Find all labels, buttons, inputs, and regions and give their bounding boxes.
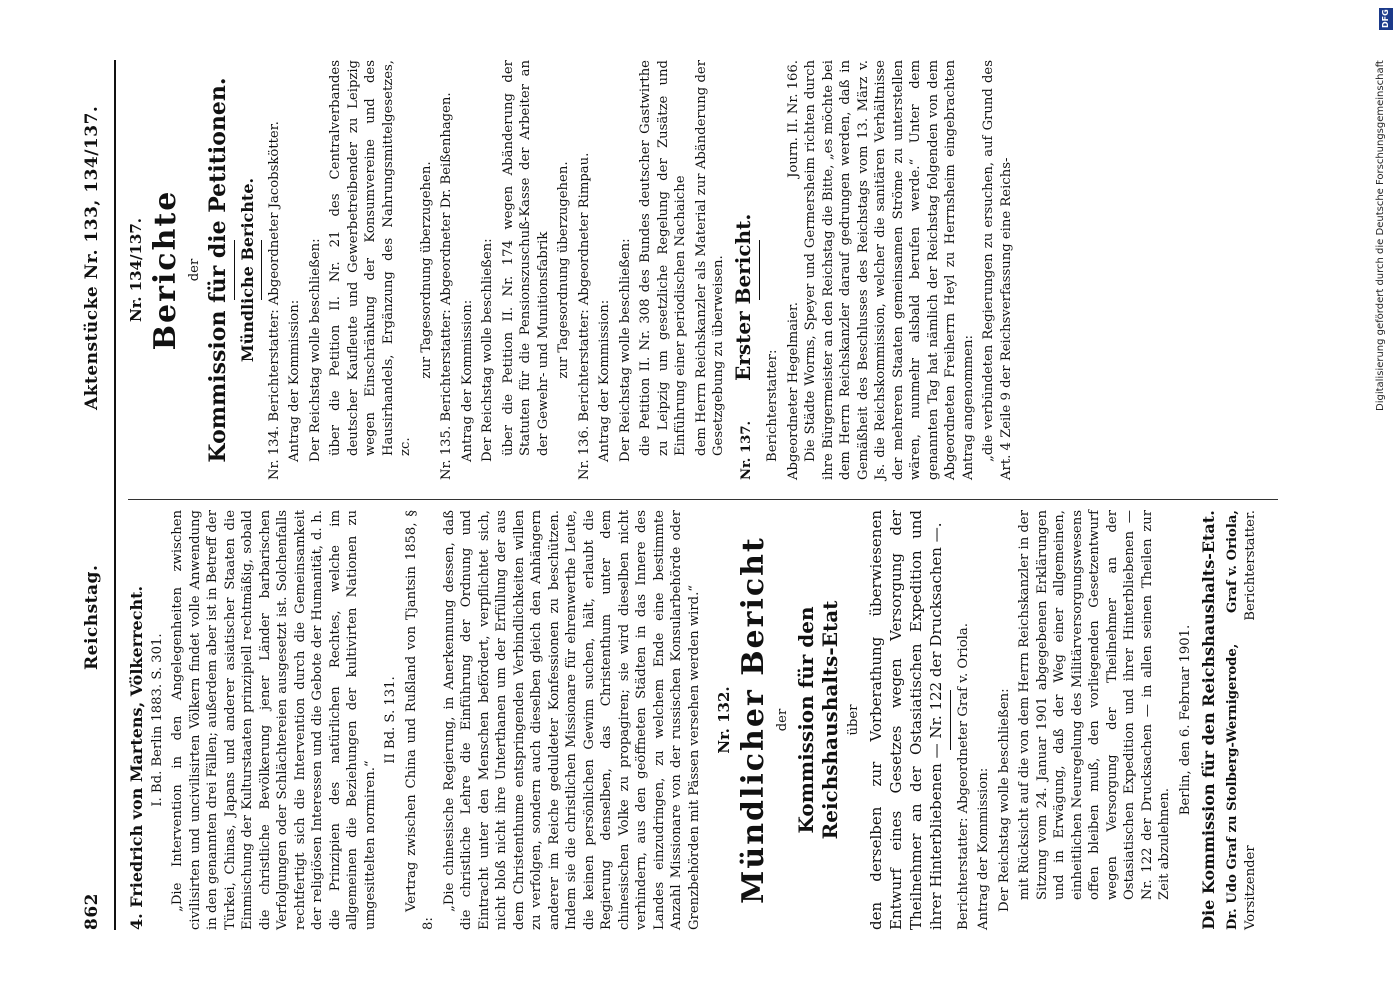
quote-paragraph: „Die Intervention in den Angelegenheiten zwischen civilisirten und uncivilisirten Völkern findet volle Anwendung in den genannten drei Fällen; außerdem aber ist in Betreff der Türkei, Chinas, Japans und anderer asiatischer Staaten die Einmischung der Kulturstaaten prinzipiell rechtmäßig, sobald die christliche Bevölkerung jener Länder barbarischen Verfolgungen oder Schlächtereien ausgesetzt ist. Solchenfalls rechtfertigt sich die Intervention durch die Gemeinsamkeit der religiösen Interessen und die Gebote der Humanität, d. h. die Prinzipien des natürlichen Rechtes, welche im allgemeinen die Beziehungen der kultivirten Nationen zu umgesittelten normiren.“ bbox=[170, 510, 378, 930]
report-137-body: Die Städte Worms, Speyer und Germersheim richten durch ihre Bürgermeister an den Reichstag die Bitte, „es möchte bei dem Herrn Reichskanzler darauf gedrungen werden, daß in Gemäßheit des Beschlusses des Reichstags vom 13. März v. Js. die Reichskommission, welcher die sanitären Verhältnisse der mehreren Staaten gemeinsamen Ströme zu unterstellen wären, nunmehr alsbald berufen werde.“ Unter dem genannten Tag hat nämlich der Reichstag folgenden von dem Abgeordneten Freiherrn Heyl zu Herrnsheim eingebrachten Antrag angenommen: bbox=[803, 60, 976, 480]
motion-label: Antrag der Kommission: bbox=[459, 299, 475, 462]
motion-end: zur Tagesordnung überzugehen. bbox=[556, 161, 571, 379]
motion-intro: Der Reichstag wolle beschließen: bbox=[617, 238, 633, 462]
report-134-head: Nr. 134. Berichterstatter: Abgeordneter Jacobskötter. bbox=[266, 121, 282, 480]
motion-intro: Der Reichstag wolle beschließen: bbox=[307, 238, 323, 462]
commission-signature: Die Kommission für den Reichshaushalts-Etat. bbox=[1199, 510, 1218, 930]
motion-label: Antrag der Kommission: bbox=[976, 767, 991, 930]
report-subject: den derselben zur Vorberathung überwiesenen Entwurf eines Gesetzes wegen Versorgung der Theilnehmer an der Ostasiatischen Expedition und ihrer Hinterbliebenen — Nr. 122 der Drucksachen —. bbox=[866, 510, 945, 930]
dfg-logo: DFG bbox=[1379, 8, 1393, 30]
der-word: der bbox=[186, 258, 202, 282]
motion-body: über die Petition II. Nr. 174 wegen Abänderung der Statuten für die Pensionszuschuß-Kasse der Arbeiter an der Gewehr- und Munitionsfabrik bbox=[500, 60, 551, 456]
report-137-number: Nr. 137. bbox=[738, 420, 754, 480]
ueber-word: über bbox=[846, 704, 861, 736]
section-heading: 4. Friedrich von Martens, Völkerrecht. bbox=[127, 585, 146, 930]
commission-name: Kommission für die Petitionen. bbox=[205, 77, 231, 463]
chair-role: Vorsitzender bbox=[1242, 845, 1258, 930]
motion-body: mit Rücksicht auf die von dem Herrn Reichskanzler in der Sitzung vom 24. Januar 1901 abgegebenen Erklärungen und in Erwägung, daß der Weg einer allgemeinen, einheitlichen Neuregelung des Militärversorgungswesens offen bleiben muß, den vorliegenden Gesetzentwurf wegen Versorgung der Theilnehmer an der Ostasiatischen Expedition und ihrer Hinterbliebenen — Nr. 122 der Drucksachen — in allen seinen Theilen zur Zeit abzulehnen. bbox=[1017, 510, 1172, 900]
right-column bbox=[128, 60, 1018, 480]
motion-label: Antrag der Kommission: bbox=[597, 299, 612, 462]
header-aktenstuecke: Aktenstücke Nr. 133, 134/137. bbox=[82, 105, 102, 410]
motion-end: zur Tagesordnung überzugehen. bbox=[418, 161, 434, 379]
chair-name: Dr. Udo Graf zu Stolberg-Wernigerode, bbox=[1225, 643, 1240, 930]
left-column bbox=[128, 510, 1259, 930]
report-135-head: Nr. 135. Berichterstatter: Abgeordneter Dr. Beißenhagen. bbox=[439, 92, 454, 480]
report-number: Nr. 132. bbox=[715, 686, 733, 754]
motion-body: über die Petition II. Nr. 21 des Centralverbandes deutscher Kaufleute und Gewerbetreibender zu Leipzig wegen Einschränkung der Konsumvereine und des Hausirhandels, Ergänzung des Nahrungsmittelgesetzes, zc. bbox=[328, 60, 413, 456]
running-header bbox=[82, 60, 108, 930]
header-rule bbox=[114, 60, 116, 930]
citation: II Bd. S. 131. bbox=[383, 676, 398, 764]
date-line: Berlin, den 6. Februar 1901. bbox=[1177, 624, 1193, 816]
reporter-label: Berichterstatter: bbox=[765, 349, 780, 462]
reporter-row bbox=[785, 60, 803, 480]
reporter-name: Graf v. Oriola, bbox=[1225, 510, 1240, 613]
first-report-title: Erster Bericht. bbox=[730, 213, 755, 381]
motion-intro: Der Reichstag wolle beschließen: bbox=[996, 688, 1012, 912]
commission-name: Kommission für den Reichshaushalts-Etat bbox=[794, 600, 842, 840]
watermark-text: Digitalisierung gefördert durch die Deutsche Forschungsgemeinschaft bbox=[1375, 60, 1386, 411]
reporter-name: Abgeordneter Hegelmaier. bbox=[785, 302, 801, 480]
der-word: der bbox=[774, 708, 790, 732]
journal-number: Journ. II. Nr. 166. bbox=[785, 60, 801, 178]
reporter-line: Berichterstatter: Abgeordneter Graf v. Oriola. bbox=[955, 623, 971, 930]
header-chamber: Reichstag. bbox=[82, 564, 102, 670]
treaty-title: Vertrag zwischen China und Rußland von Tjantsin 1858, § 8: bbox=[403, 510, 436, 930]
oral-reports-heading: Mündliche Berichte. bbox=[238, 177, 257, 363]
report-136-head: Nr. 136. Berichterstatter: Abgeordneter Rimpau. bbox=[576, 152, 592, 480]
report-range: Nr. 134/137. bbox=[127, 218, 145, 323]
report-title: Mündlicher Bericht bbox=[735, 536, 771, 904]
signatures bbox=[1224, 510, 1259, 930]
berichte-title: Berichte bbox=[147, 189, 183, 351]
reporter-role: Berichterstatter. bbox=[1242, 510, 1258, 621]
report-137-quote: „die verbündeten Regierungen zu ersuchen, auf Grund des Art. 4 Zeile 9 der Reichsverfassung eine Reichs- bbox=[981, 60, 1014, 480]
funding-watermark bbox=[1375, 20, 1395, 980]
motion-intro: Der Reichstag wolle beschließen: bbox=[480, 238, 495, 462]
motion-body: die Petition II. Nr. 308 des Bundes deutscher Gastwirthe zu Leipzig um gesetzliche Regelung der Zusätze und Einführung einer periodischen Nachaiche bbox=[638, 60, 688, 456]
quote-paragraph: „Die chinesische Regierung, in Anerkennung dessen, daß die christliche Lehre die Einführung der Ordnung und Eintracht unter den Menschen befördert, verpflichtet sich, nicht bloß nicht ihre Unterthanen um der Erfüllung der aus dem Christenthume entspringenden Verbindlichkeiten willen zu verfolgen, sondern auch dieselben gleich den Anhängern anderer im Reiche geduldeter Konfessionen zu beschützen. Indem sie die christlichen Missionare für ehrenwerthe Leute, die keinen persönlichen Gewinn suchen, hält, erlaubt die Regierung denselben, das Christenthum unter dem chinesischen Volke zu propagiren; sie wird dieselben nicht verhindern, aus den geöffneten Städten in das Innere des Landes einzudringen, zu welchem Ende eine bestimmte Anzahl Missionare von der russischen Konsularbehörde oder Grenzbehörden mit Pässen versehen werden wird.“ bbox=[441, 510, 702, 930]
motion-label: Antrag der Kommission: bbox=[287, 299, 302, 462]
column-divider bbox=[128, 499, 1278, 500]
citation: I. Bd. Berlin 1883. S. 301. bbox=[149, 633, 165, 807]
motion-end: dem Herrn Reichskanzler als Material zur Abänderung der Gesetzgebung zu überweisen. bbox=[693, 60, 726, 456]
page-number: 862 bbox=[82, 893, 102, 930]
